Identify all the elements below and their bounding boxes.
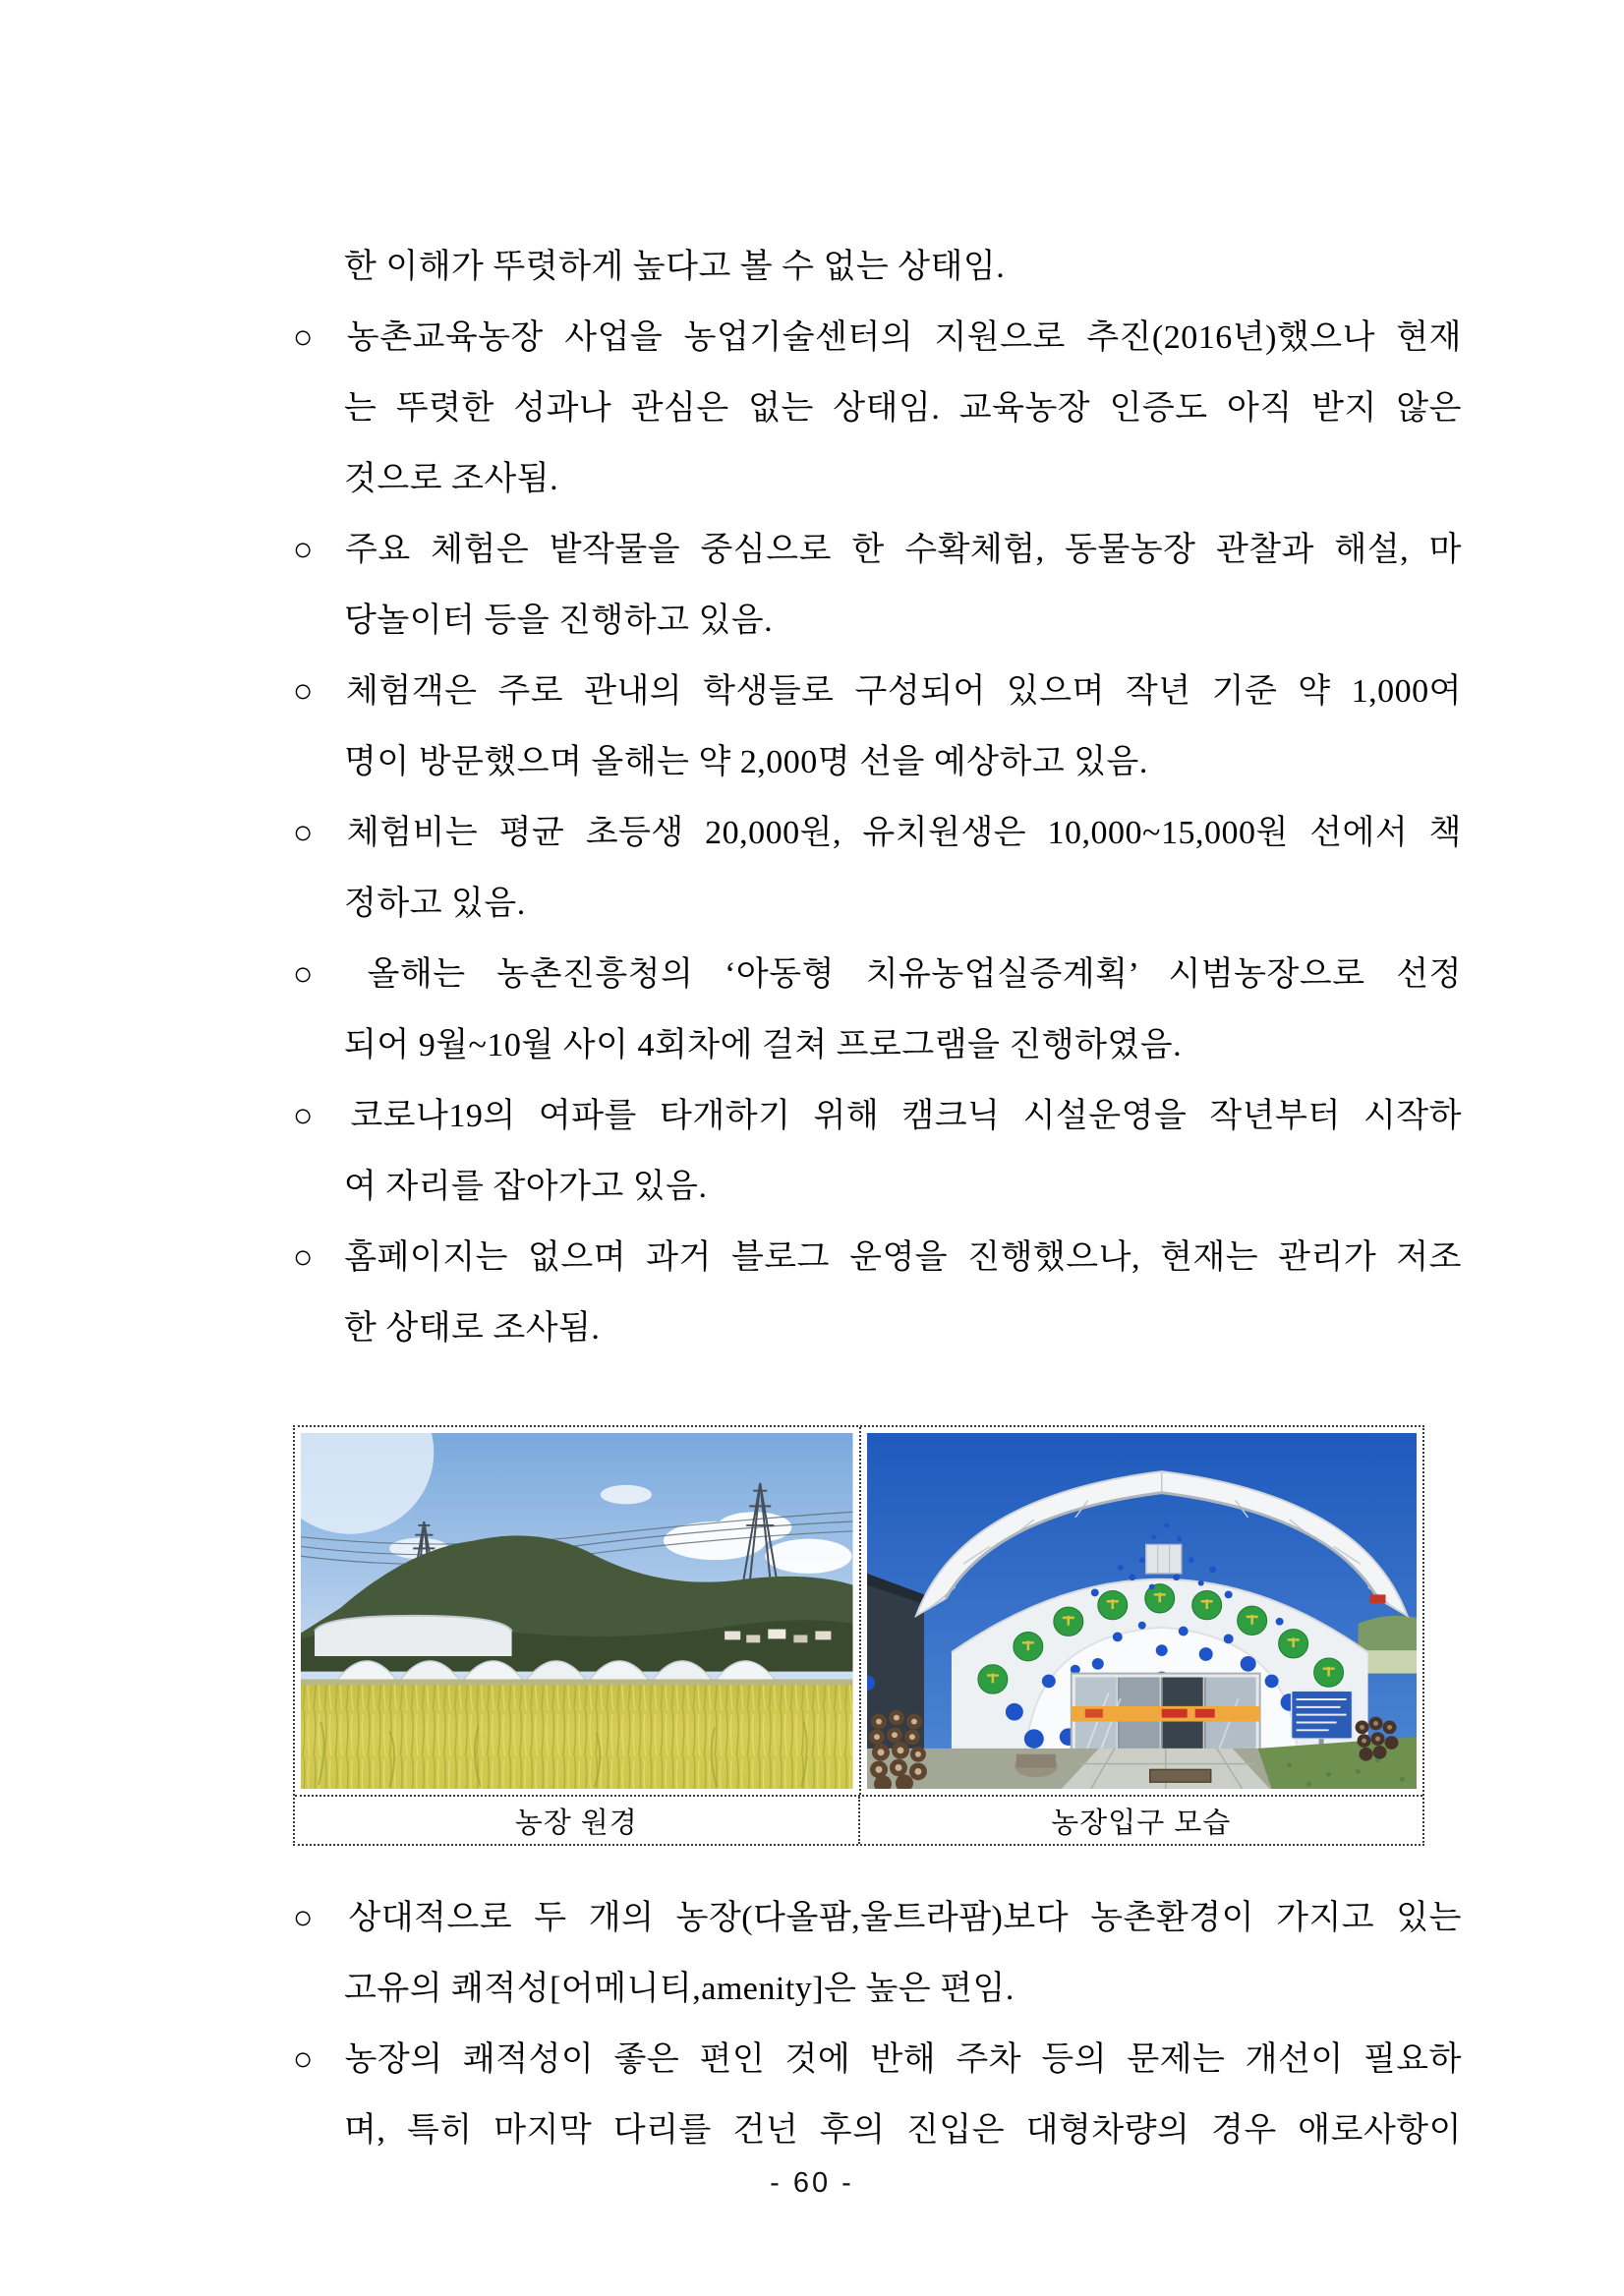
bullet-line: ○ 농촌교육농장 사업을 농업기술센터의 지원으로 추진(2016년)했으나 현재	[293, 319, 1462, 356]
bullet-paragraph	[293, 1081, 1462, 1223]
bullet-marker: ○	[293, 1900, 327, 1936]
bullet-marker: ○	[293, 1098, 328, 1134]
photo-caption-right: 농장입구 모습	[858, 1797, 1423, 1844]
text-line: 한 상태로 조사됨.	[344, 1310, 601, 1347]
bullet-paragraph	[293, 303, 1462, 515]
bullet-line: ○ 주요 체험은 밭작물을 중심으로 한 수확체험, 동물농장 관찰과 해설, 마	[293, 532, 1462, 568]
bullet-marker: ○	[293, 319, 326, 356]
photo-row	[295, 1427, 1422, 1795]
bullet-line: ○ 상대적으로 두 개의 농장(다올팜,울트라팜)보다 농촌환경이 가지고 있는	[293, 1900, 1462, 1936]
page-number: - 60 -	[770, 2167, 854, 2199]
bullet-paragraph	[293, 657, 1462, 798]
bullet-paragraph	[293, 515, 1462, 657]
text-line: 되어 9월~10월 사이 4회차에 걸쳐 프로그램을 진행하였음.	[344, 1027, 1183, 1063]
bullet-line: ○ 농장의 쾌적성이 좋은 편인 것에 반해 주차 등의 문제는 개선이 필요하	[293, 2041, 1462, 2078]
text-line: 당놀이터 등을 진행하고 있음.	[344, 603, 774, 639]
bullet-marker: ○	[293, 956, 336, 993]
bullet-line: ○ 홈페이지는 없으며 과거 블로그 운영을 진행했으나, 현재는 관리가 저조	[293, 1239, 1462, 1276]
farm-landscape-photo	[301, 1433, 853, 1789]
bullet-paragraph	[293, 798, 1462, 940]
bullet-line: ○ 체험비는 평균 초등생 20,000원, 유치원생은 10,000~15,000원 선에서 책	[293, 815, 1462, 851]
photo-figure-table	[293, 1425, 1424, 1846]
text-line: 것으로 조사됨.	[344, 461, 559, 497]
bullet-paragraph	[293, 940, 1462, 1081]
text-line: 는 뚜렷한 성과나 관심은 없는 상태임. 교육농장 인증도 아직 받지 않은	[344, 390, 1462, 427]
text-line: 정하고 있음.	[344, 886, 526, 922]
farm-entrance-photo	[867, 1433, 1418, 1789]
bullet-marker: ○	[293, 2041, 325, 2078]
text-line: 명이 방문했으며 올해는 약 2,000명 선을 예상하고 있음.	[344, 744, 1148, 780]
photo-cell-right	[859, 1427, 1423, 1795]
bullet-line: ○ 코로나19의 여파를 타개하기 위해 캠크닉 시설운영을 작년부터 시작하	[293, 1098, 1462, 1134]
photo-caption-left: 농장 원경	[514, 1807, 638, 1839]
paragraph	[293, 232, 1462, 303]
bullet-line: ○ 올해는 농촌진흥청의 ‘아동형 치유농업실증계획’ 시범농장으로 선정	[293, 956, 1462, 993]
bullet-marker: ○	[293, 532, 325, 568]
bullet-marker: ○	[293, 815, 326, 851]
bullet-marker: ○	[293, 673, 326, 710]
text-block-top	[293, 232, 1462, 1364]
text-line: 여 자리를 잡아가고 있음.	[344, 1169, 708, 1205]
text-line: 한 이해가 뚜렷하게 높다고 볼 수 없는 상태임.	[344, 249, 1006, 285]
bullet-paragraph	[293, 1883, 1462, 2025]
bullet-paragraph	[293, 1223, 1462, 1364]
bullet-marker: ○	[293, 1239, 325, 1276]
text-line: 고유의 쾌적성[어메니티,amenity]은 높은 편임.	[344, 1971, 1015, 2007]
text-line: 며, 특히 마지막 다리를 건넌 후의 진입은 대형차량의 경우 애로사항이	[344, 2112, 1462, 2149]
photo-cell-left	[295, 1427, 859, 1795]
caption-row	[295, 1795, 1422, 1844]
text-block-bottom	[293, 1883, 1462, 2166]
bullet-line: ○ 체험객은 주로 관내의 학생들로 구성되어 있으며 작년 기준 약 1,000여	[293, 673, 1462, 710]
bullet-paragraph	[293, 2025, 1462, 2166]
